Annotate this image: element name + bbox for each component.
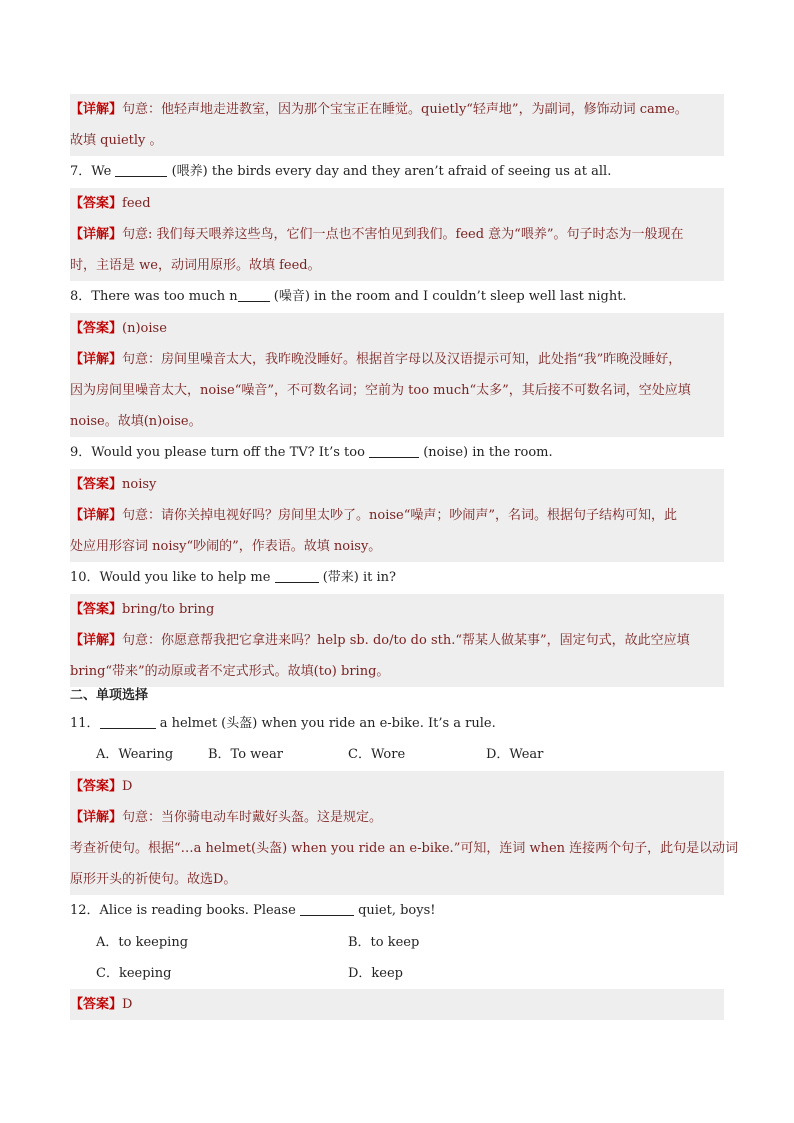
question-7	[70, 156, 724, 187]
answer-text: bring/to bring	[122, 602, 215, 617]
answer-text: (n)oise	[122, 321, 167, 336]
question-text: (带来) it in?	[322, 570, 396, 585]
q6-detail-line-1	[70, 94, 724, 125]
question-11	[70, 708, 724, 739]
detail-text: 因为房间里噪音太大，noise“噪音”，不可数名词；空前为 too much“太多”，其后接不可数名词，空处应填	[70, 383, 691, 398]
detail-text: 时，主语是 we，动词用原形。故填 feed。	[70, 258, 321, 273]
q12-answer	[70, 989, 724, 1020]
q7-answer	[70, 188, 724, 219]
question-text: (noise) in the room.	[423, 445, 553, 460]
question-text: 12．Alice is reading books. Please	[70, 903, 296, 918]
option-c: C．keeping	[96, 966, 172, 981]
answer-blank	[115, 162, 167, 177]
question-9	[70, 437, 724, 468]
question-text: quiet, boys!	[358, 903, 436, 918]
detail-tag: 【详解】	[70, 508, 123, 523]
option-c: C．Wore	[348, 747, 406, 762]
answer-tag: 【答案】	[70, 196, 123, 211]
q6-detail-line-2	[70, 125, 724, 156]
detail-tag: 【详解】	[70, 633, 123, 648]
option-a: A．to keeping	[96, 935, 189, 950]
question-text: 9．Would you please turn off the TV? It’s too	[70, 445, 365, 460]
question-text: (喂养) the birds every day and they aren’t afraid of seeing us at all.	[171, 164, 612, 179]
q10-answer	[70, 594, 724, 625]
q9-answer	[70, 469, 724, 500]
detail-text: 原形开头的祈使句。故选D。	[70, 872, 237, 887]
q11-answer	[70, 771, 724, 802]
answer-blank	[369, 443, 419, 458]
question-number: 7．We	[70, 164, 112, 179]
answer-text: feed	[122, 196, 151, 211]
q8-answer	[70, 313, 724, 344]
question-10	[70, 562, 724, 593]
question-12	[70, 895, 724, 926]
q7-detail-line-2	[70, 250, 724, 281]
detail-text: 句意: 我们每天喂养这些鸟，它们一点也不害怕见到我们。feed 意为“喂养”。句子时态为一般现在	[122, 227, 684, 242]
detail-text: 句意：房间里噪音太大，我昨晚没睡好。根据首字母以及汉语提示可知，此处指“我”昨晚没睡好，	[122, 352, 682, 367]
detail-text: 句意：他轻声地走进教室，因为那个宝宝正在睡觉。quietly“轻声地”，为副词，修饰动词 came。	[122, 102, 688, 117]
detail-tag: 【详解】	[70, 227, 123, 242]
detail-text: 考查祈使句。根据“…a helmet(头盔) when you ride an e-bike.”可知，连词 when 连接两个句子，此句是以动词	[70, 841, 739, 856]
q8-detail-line-1	[70, 344, 724, 375]
answer-tag: 【答案】	[70, 602, 123, 617]
q8-detail-line-3	[70, 406, 724, 437]
answer-blank	[275, 568, 319, 583]
detail-text: 句意：请你关掉电视好吗？房间里太吵了。noise“噪声；吵闹声”，名词。根据句子结构可知，此	[122, 508, 678, 523]
answer-blank	[238, 287, 270, 302]
answer-tag: 【答案】	[70, 477, 123, 492]
answer-blank	[300, 901, 354, 916]
q11-detail-line-3	[70, 864, 724, 895]
q11-detail-line-1	[70, 802, 724, 833]
detail-tag: 【详解】	[70, 810, 123, 825]
answer-tag: 【答案】	[70, 997, 123, 1012]
q10-detail-line-1	[70, 625, 724, 656]
detail-text: 句意：当你骑电动车时戴好头盔。这是规定。	[122, 810, 383, 825]
detail-text: 故填 quietly 。	[70, 133, 163, 148]
question-text: 8．There was too much n	[70, 289, 238, 304]
option-d: D．keep	[348, 966, 404, 981]
option-d: D．Wear	[486, 747, 544, 762]
answer-text: D	[122, 997, 133, 1012]
q9-detail-line-2	[70, 531, 724, 562]
detail-text: bring“带来”的动原或者不定式形式。故填(to) bring。	[70, 664, 390, 679]
question-number: 11．	[70, 716, 100, 731]
option-b: B．to keep	[348, 935, 420, 950]
answer-blank	[100, 714, 156, 729]
detail-tag: 【详解】	[70, 352, 123, 367]
answer-text: noisy	[122, 477, 157, 492]
q11-detail-line-2	[70, 833, 739, 864]
question-text: 10．Would you like to help me	[70, 570, 271, 585]
q9-detail-line-1	[70, 500, 724, 531]
answer-text: D	[122, 779, 133, 794]
question-text: (噪音) in the room and I couldn’t sleep well last night.	[273, 289, 627, 304]
question-text: a helmet (头盔) when you ride an e-bike. It’s a rule.	[159, 716, 496, 731]
q8-detail-line-2	[70, 375, 724, 406]
answer-tag: 【答案】	[70, 321, 123, 336]
option-b: B．To wear	[208, 747, 283, 762]
detail-text: noise。故填(n)oise。	[70, 414, 202, 429]
detail-text: 处应用形容词 noisy“吵闹的”，作表语。故填 noisy。	[70, 539, 382, 554]
q7-detail-line-1	[70, 219, 724, 250]
section-title: 二、单项选择	[70, 688, 149, 703]
answer-tag: 【答案】	[70, 779, 123, 794]
detail-tag: 【详解】	[70, 102, 123, 117]
detail-text: 句意：你愿意帮我把它拿进来吗？help sb. do/to do sth.“帮某人做某事”，固定句式，故此空应填	[122, 633, 690, 648]
option-a: A．Wearing	[96, 747, 174, 762]
question-8	[70, 281, 724, 312]
